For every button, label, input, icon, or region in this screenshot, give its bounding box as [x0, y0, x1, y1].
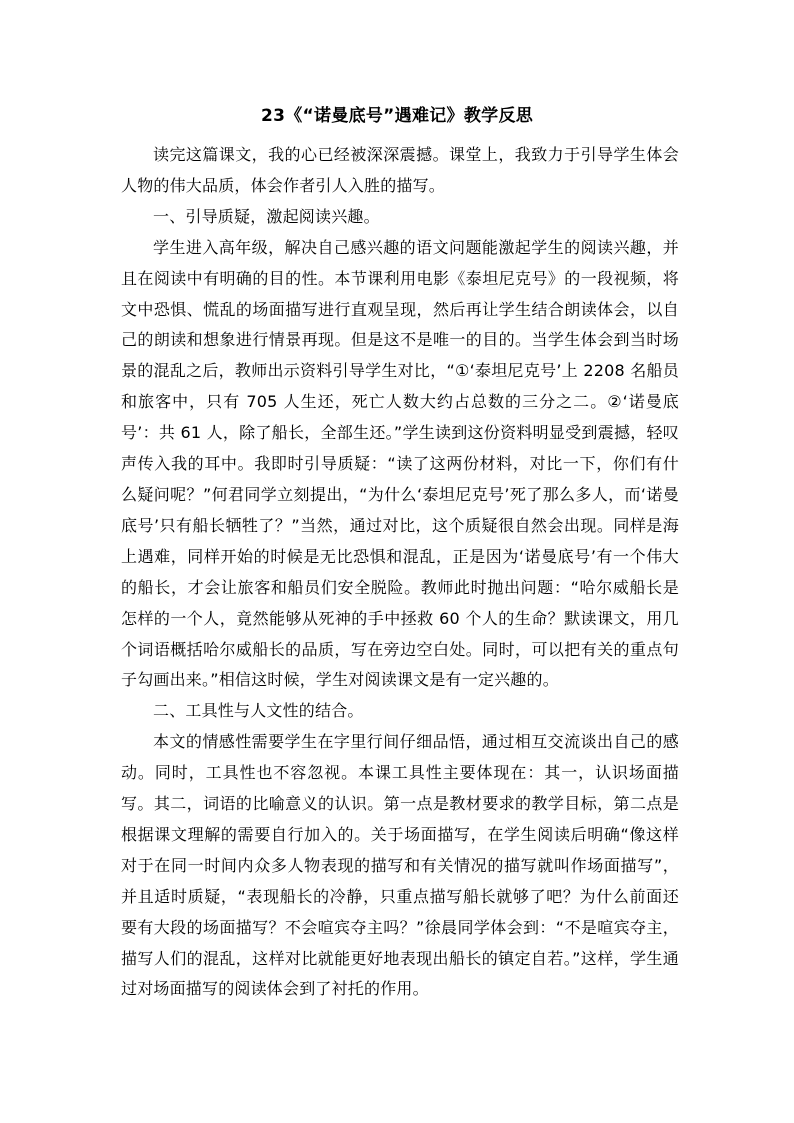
document-title: 23《“诺曼底号”遇难记》教学反思 [260, 106, 534, 126]
section-heading-1: 一、引导质疑，激起阅读兴趣。 [153, 206, 380, 226]
paragraph-section-2: 本文的情感性需要学生在字里行间仔细品悟，通过相互交流谈出自己的感动。同时，工具性也不容忽视。本课工具性主要体现在：其一，认识场面描写。其二，词语的比喻意义的认识。第一点是教材要求的教学目标，第二点是根据课文理解的需要自行加入的。关于场面描写，在学生阅读后明确“像这样对于在同一时间内众多人物表现的描写和有关情况的描写就叫作场面描写”，并且适时质疑，“表现船长的冷静，只重点描写船长就够了吧？为什么前面还要有大段的场面描写？不会喧宾夺主吗？”徐晨同学体会到：“不是喧宾夺主，描写人们的混乱，这样对比就能更好地表现出船长的镇定自若。”这样，学生通过对场面描写的阅读体会到了衬托的作用。 [121, 732, 679, 999]
paragraph-section-1: 学生进入高年级，解决自己感兴趣的语文问题能激起学生的阅读兴趣，并且在阅读中有明确的目的性。本节课利用电影《泰坦尼克号》的一段视频，将文中恐惧、慌乱的场面描写进行直观呈现，然后再让学生结合朗读体会，以自己的朗读和想象进行情景再现。但是这不是唯一的目的。当学生体会到当时场景的混乱之后，教师出示资料引导学生对比，“①‘泰坦尼克号’上 2208 名船员和旅客中，只有 705 人生还，死亡人数大约占总数的三分之二。②‘诺曼底号’：共 61 人，除了船长，全部生还。”学生读到这份资料明显受到震撼，轻叹声传入我的耳中。我即时引导质疑：“读了这两份材料，对比一下，你们有什么疑问呢？”何君同学立刻提出，“为什么‘泰坦尼克号’死了那么多人，而‘诺曼底号’只有船长牺牲了？”当然，通过对比，这个质疑很自然会出现。同样是海上遇难，同样开始的时候是无比恐惧和混乱，正是因为‘诺曼底号’有一个伟大的船长，才会让旅客和船员们安全脱险。教师此时抛出问题：“哈尔威船长是怎样的一个人，竟然能够从死神的手中拯救 60 个人的生命？默读课文，用几个词语概括哈尔威船长的品质，写在旁边空白处。同时，可以把有关的重点句子勾画出来。”相信这时候，学生对阅读课文是有一定兴趣的。 [121, 237, 679, 690]
document-body [121, 140, 679, 1005]
paragraph-intro: 读完这篇课文，我的心已经被深深震撼。课堂上，我致力于引导学生体会人物的伟大品质，体会作者引人入胜的描写。 [121, 145, 679, 195]
section-heading-2: 二、工具性与人文性的结合。 [153, 701, 364, 721]
